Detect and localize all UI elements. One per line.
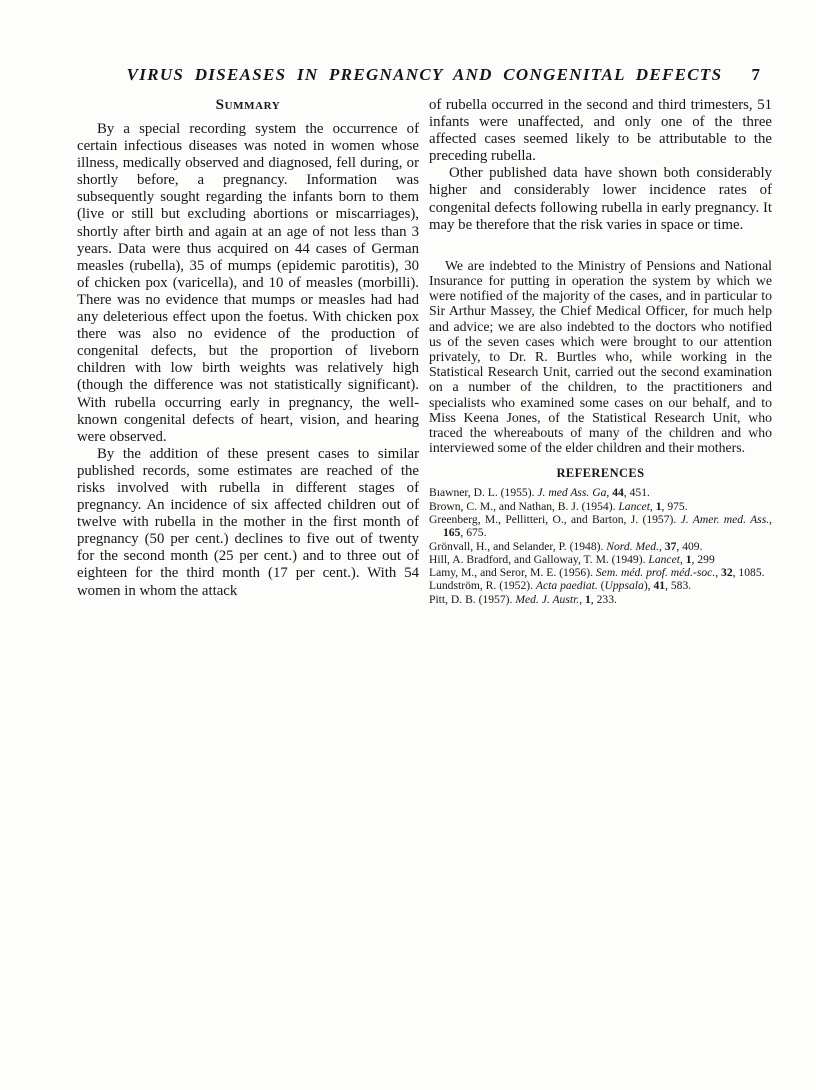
summary-paragraph-1: By a special recording system the occurrence of certain infectious diseases was noted in women whose illness, medically observed and diagnosed, fell during, or shortly before, a pregnancy. Information was subsequently sought regarding the infants born to them (live or still but excluding abortions or miscarriages), shortly after birth and again at an age of not less than 3 years. Data were thus acquired on 44 cases of German measles (rubella), 35 of mumps (epidemic parotitis), 30 of chicken pox (varicella), and 10 of measles (morbilli). There was no evidence that mumps or measles had had any deleterious effect upon the foetus. With chicken pox there was also no evidence of the production of congenital defects, but the proportion of liveborn children with low birth weights was relatively high (though the difference was not statistically significant). With rubella occurring early in pregnancy, the well-known congenital defects of heart, vision, and hearing were observed. bbox=[77, 121, 419, 445]
references-list bbox=[429, 486, 772, 606]
reference-item: Hill, A. Bradford, and Galloway, T. M. (1949). Lancet, 1, 299 bbox=[429, 552, 715, 566]
running-header bbox=[77, 65, 772, 87]
left-column bbox=[77, 97, 419, 606]
summary-paragraph-2: By the addition of these present cases to similar published records, some estimates are reached of the risks involved with rubella in different stages of pregnancy. An incidence of six affected children out of twelve with rubella in the mother in the first month of pregnancy (50 per cent.) declines to five out of twenty for the second month (25 per cent.) and to three out of eighteen for the third month (17 per cent.). With 54 women in whom the attack bbox=[77, 445, 419, 599]
reference-item: Lundström, R. (1952). Acta paediat. (Uppsala), 41, 583. bbox=[429, 579, 692, 593]
running-title: VIRUS DISEASES IN PREGNANCY AND CONGENITAL DEFECTS bbox=[126, 65, 723, 84]
acknowledgments-paragraph: We are indebted to the Ministry of Pensions and National Insurance for putting in operation the system by which we were notified of the majority of the cases, and in particular to Sir Arthur Massey, the Chief Medical Officer, for much help and advice; we are also indebted to the doctors who notified us of the seven cases which were brought to our attention privately, to Dr. R. Burtles who, while working in the Statistical Research Unit, carried out the second examination on a number of the children, to the practitioners and specialists who examined some cases on our behalf, and to Miss Keena Jones, of the Statistical Research Unit, who traced the whereabouts of many of the children and who interviewed some of the elder children and their mothers. bbox=[429, 257, 772, 456]
reference-item: Grönvall, H., and Selander, P. (1948). Nord. Med., 37, 409. bbox=[429, 539, 703, 553]
right-column bbox=[429, 97, 772, 606]
summary-heading: Summary bbox=[215, 97, 281, 113]
reference-item: Greenberg, M., Pellitteri, O., and Barton, J. (1957). J. Amer. med. Ass., 165, 675. bbox=[429, 512, 773, 540]
reference-item: Brown, C. M., and Nathan, B. J. (1954). Lancet, 1, 975. bbox=[429, 499, 688, 513]
page-number: 7 bbox=[751, 65, 760, 84]
continuation-paragraph: of rubella occurred in the second and third trimesters, 51 infants were unaffected, and only one of the three affected cases seemed likely to be attributable to the preceding rubella. bbox=[429, 97, 772, 165]
reference-item: Pitt, D. B. (1957). Med. J. Austr., 1, 233. bbox=[429, 592, 617, 606]
other-published-data-paragraph: Other published data have shown both considerably higher and considerably lower incidence rates of congenital defects following rubella in early pregnancy. It may be therefore that the risk varies in space or time. bbox=[429, 165, 772, 233]
reference-item: Lamy, M., and Seror, M. E. (1956). Sem. méd. prof. méd.-soc., 32, 1085. bbox=[429, 566, 765, 580]
reference-item: Bıawner, D. L. (1955). J. med Ass. Ga, 44, 451. bbox=[429, 486, 650, 500]
references-heading: REFERENCES bbox=[556, 466, 645, 481]
two-column-body bbox=[77, 97, 772, 606]
